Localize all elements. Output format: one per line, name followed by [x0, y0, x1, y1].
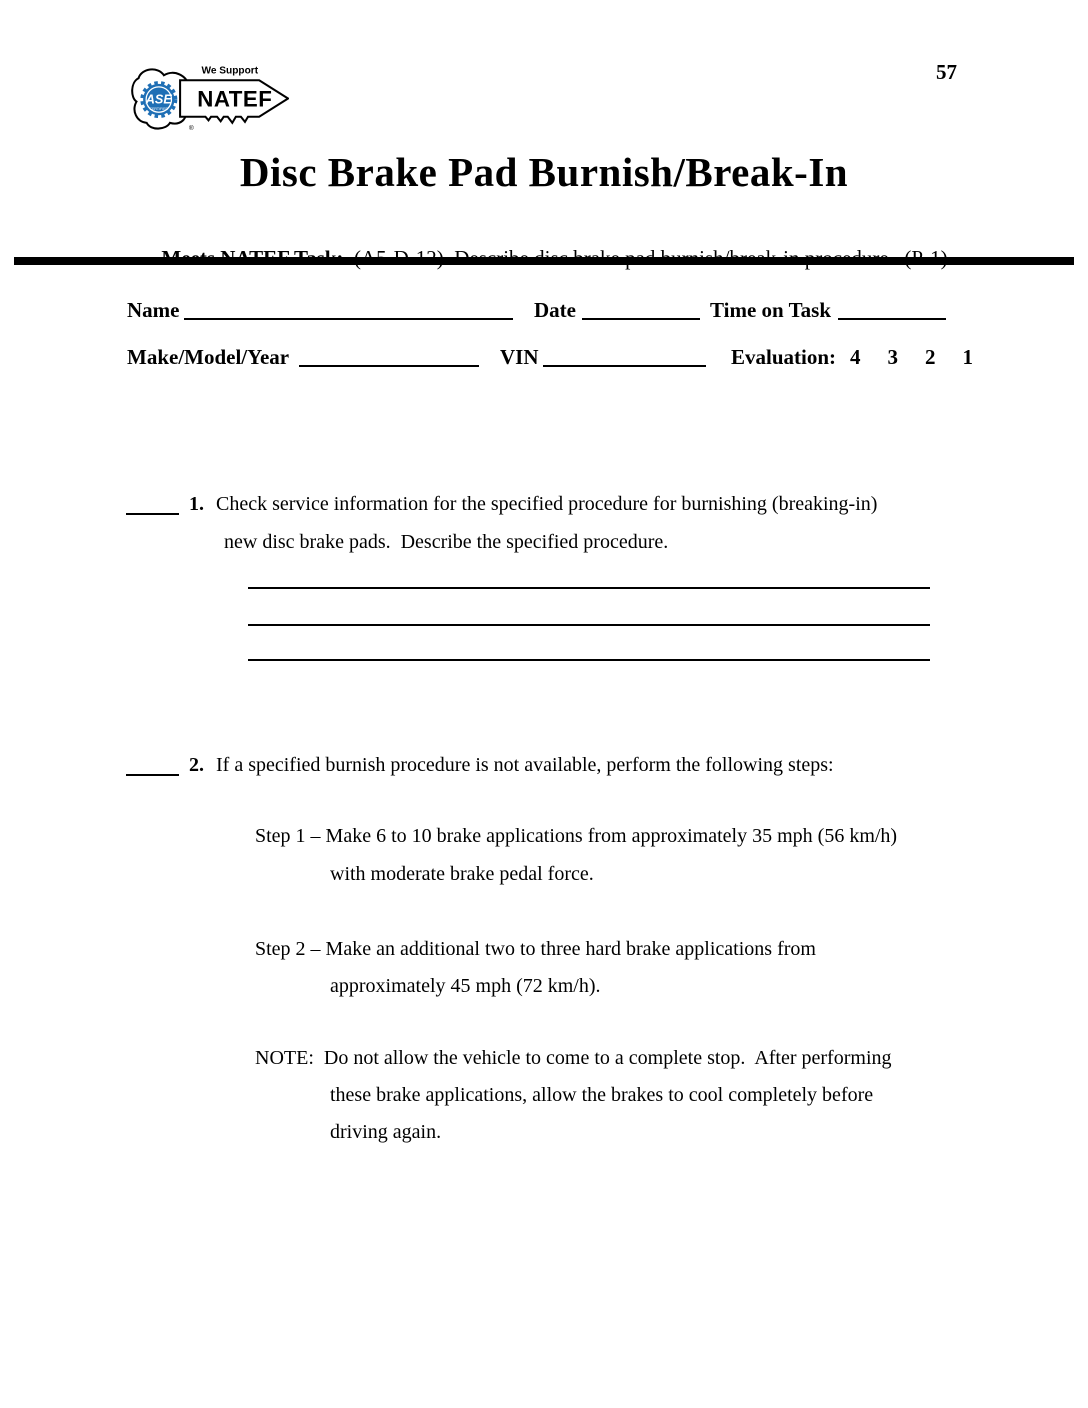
step-2-line-1: Step 2 – Make an additional two to three hard brake applications from [255, 938, 816, 960]
name-blank[interactable] [184, 298, 513, 320]
make-model-year-label: Make/Model/Year [127, 345, 290, 369]
name-label: Name [127, 298, 180, 322]
logo-ase-text: ASE [145, 92, 172, 107]
page-number: 57 [936, 60, 957, 84]
note-line-3: driving again. [330, 1121, 442, 1143]
make-model-year-blank[interactable] [299, 345, 479, 367]
logo-we-support-text: We Support [201, 65, 259, 77]
registered-mark: ® [188, 124, 194, 132]
evaluation-option-4: 4 [850, 345, 861, 369]
evaluation-label: Evaluation: [731, 345, 837, 369]
time-on-task-label: Time on Task [710, 298, 832, 322]
item-1-number: 1. [189, 493, 204, 515]
item-1-status-blank[interactable] [126, 494, 179, 515]
time-on-task-blank[interactable] [838, 298, 946, 320]
step-1-line-1: Step 1 – Make 6 to 10 brake applications from approximately 35 mph (56 km/h) [255, 825, 898, 847]
step-1-line-2: with moderate brake pedal force. [330, 863, 594, 885]
answer-line-2[interactable] [248, 605, 930, 626]
date-blank[interactable] [582, 298, 700, 320]
item-1-text-line-1: Check service information for the specified procedure for burnishing (breaking-in) [216, 493, 878, 515]
item-2-text: If a specified burnish procedure is not available, perform the following steps: [216, 754, 834, 776]
note-line-1: NOTE: Do not allow the vehicle to come to a complete stop. After performing [255, 1047, 892, 1069]
logo-certified-text: CERTIFIED [149, 107, 169, 112]
evaluation-option-1: 1 [962, 345, 973, 369]
step-2-line-2: approximately 45 mph (72 km/h). [330, 975, 601, 997]
evaluation-option-3: 3 [887, 345, 898, 369]
answer-line-1[interactable] [248, 568, 930, 589]
date-label: Date [534, 298, 576, 322]
answer-line-3[interactable] [248, 640, 930, 661]
evaluation-option-2: 2 [925, 345, 936, 369]
note-line-2: these brake applications, allow the brakes to cool completely before [330, 1084, 874, 1106]
vin-blank[interactable] [543, 345, 706, 367]
vin-label: VIN [500, 345, 539, 369]
page-title: Disc Brake Pad Burnish/Break-In [239, 149, 849, 195]
item-2-number: 2. [189, 754, 204, 776]
item-2-status-blank[interactable] [126, 755, 179, 776]
logo-natef-text: NATEF [197, 86, 273, 112]
evaluation-options [827, 345, 973, 370]
item-1-text-line-2: new disc brake pads. Describe the specified procedure. [224, 531, 669, 553]
natef-logo [131, 60, 289, 134]
divider-rule [14, 257, 1074, 265]
